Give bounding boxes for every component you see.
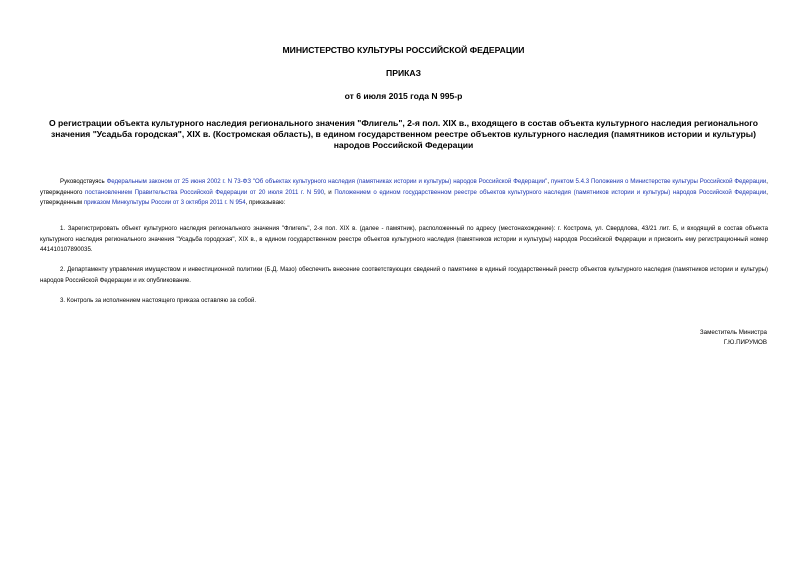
signature-name: Г.Ю.ПИРУМОВ (723, 339, 767, 346)
link-registry-regulation[interactable]: Положением о едином государственном реестре объектов культурного наследия (памятников истории и культуры) народов Российской Федерации (334, 188, 767, 196)
document-type: ПРИКАЗ (386, 68, 421, 78)
preamble-text-3: , утвержденного (40, 178, 768, 196)
document-date-number: от 6 июля 2015 года N 995-р (344, 91, 463, 101)
link-minculture-order[interactable]: приказом Минкультуры России от 3 октября 2011 г. N 954 (83, 199, 246, 207)
item-3: 3. Контроль за исполнением настоящего приказа оставляю за собой. (60, 297, 257, 304)
document-title: О регистрации объекта культурного наследия регионального значения "Флигель", 2-я пол. XIX в., входящего в состав объекта культурного наследия регионального значения "Усадьба городская", XIX в. (Костромская область), в едином государственном реестре объектов культурного наследия (памятников истории и культуры) народов Российской Федерации (48, 118, 758, 150)
preamble-text-2: , (547, 178, 551, 185)
preamble-paragraph (40, 177, 768, 209)
preamble-text-4: , и (323, 188, 335, 196)
preamble-text-5: , утвержденным (40, 188, 768, 207)
link-federal-law[interactable]: Федеральным законом от 25 июня 2002 г. N 73-ФЗ "Об объектах культурного наследия (памятниках истории и культуры) народов Российской Федерации" (106, 178, 548, 185)
item-1: 1. Зарегистрировать объект культурного наследия регионального значения "Флигель", 2-я пол. XIX в. (далее - памятник), расположенный по адресу (местонахождение): г. Кострома, ул. Свердлова, 43/21 лит. Б, и входящий в состав объекта культурного наследия регионального значения "Усадьба городская", XIX в., в едином государственном реестре объектов культурного наследия (памятников истории и культуры) народов Российской Федерации и присвоить ему регистрационный номер 441410107890035. (40, 225, 768, 254)
ministry-name: МИНИСТЕРСТВО КУЛЬТУРЫ РОССИЙСКОЙ ФЕДЕРАЦИИ (282, 45, 525, 55)
link-government-decree[interactable]: постановлением Правительства Российской Федерации от 20 июля 2011 г. N 590 (85, 188, 324, 196)
preamble-text-6: , приказываю: (245, 199, 286, 207)
item-2: 2. Департаменту управления имуществом и инвестиционной политики (Б.Д. Мазо) обеспечить внесение соответствующих сведений о памятнике в единый государственный реестр объектов культурного наследия (памятников истории и культуры) народов Российской Федерации и их опубликование. (40, 266, 768, 284)
link-ministry-regulation[interactable]: пунктом 5.4.3 Положения о Министерстве культуры Российской Федерации (550, 178, 767, 185)
signature-position: Заместитель Министра (699, 329, 767, 336)
preamble-text-1: Руководствуясь (60, 178, 107, 185)
